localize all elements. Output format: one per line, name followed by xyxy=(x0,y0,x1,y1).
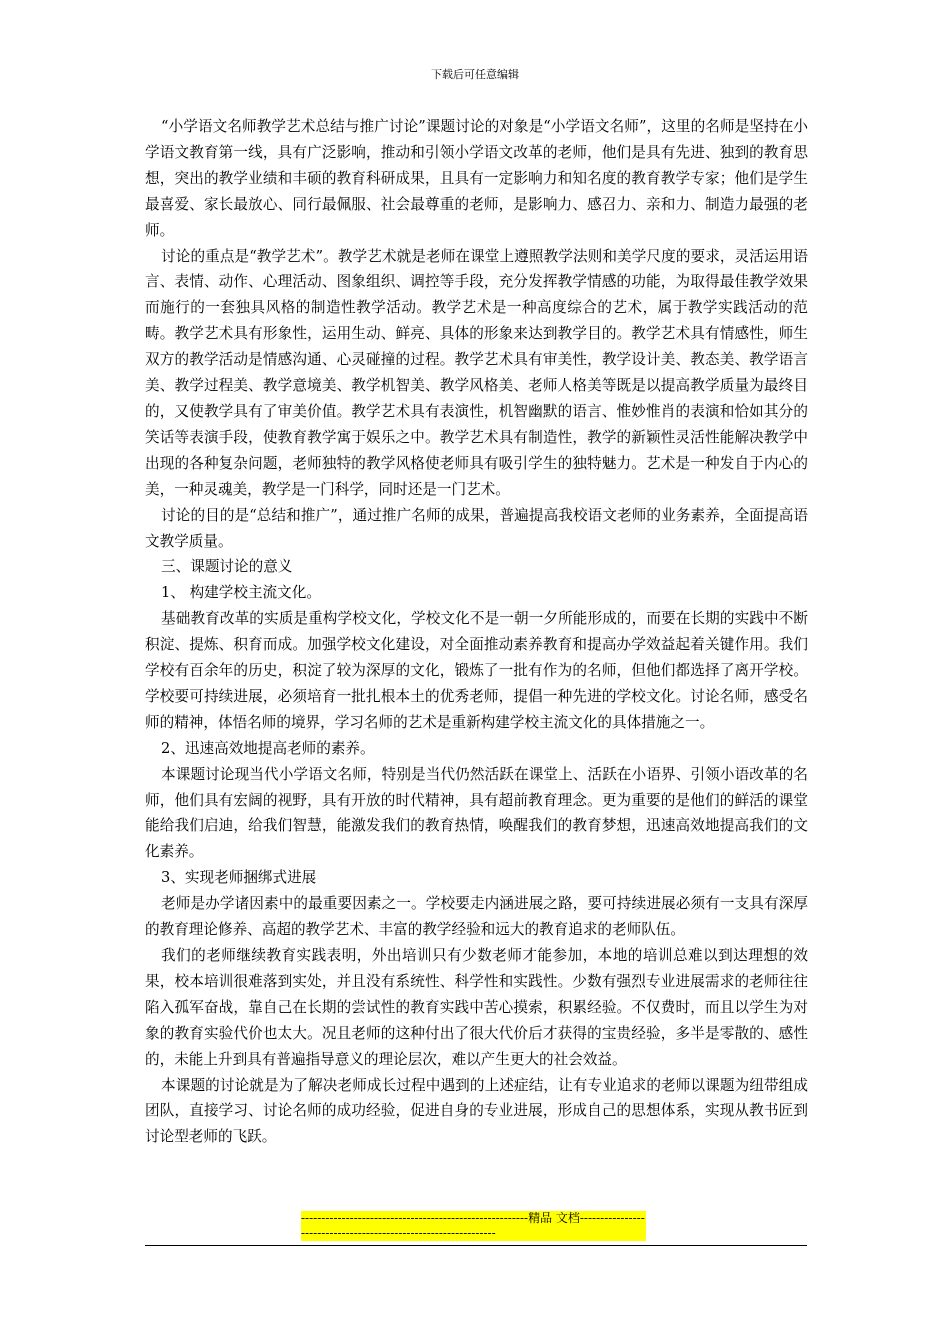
footer-watermark: --------------------------------------------------------精品 文档---------------------------------------------------------------- xyxy=(301,1211,645,1240)
subheading-3: 3、实现老师捆绑式进展 xyxy=(161,869,317,887)
page-header: 下载后可任意编辑 xyxy=(431,68,519,81)
subheading-1: 1、 构建学校主流文化。 xyxy=(161,584,321,602)
paragraph-teachers: 老师是办学诸因素中的最重要因素之一。学校要走内涵进展之路，要可持续进展必须有一支具有深厚的教育理论修养、高超的教学艺术、丰富的教学经验和远大的教育追求的老师队伍。 xyxy=(145,895,808,939)
document-body xyxy=(145,114,808,1150)
paragraph-intro: “小学语文名师教学艺术总结与推广讨论”课题讨论的对象是“小学语文名师”，这里的名师是坚持在小学语文教育第一线，具有广泛影响，推动和引领小学语文改革的老师，他们是具有先进、独到的教育思想，突出的教学业绩和丰硕的教育科研成果，且具有一定影响力和知名度的教育教学专家；他们是学生最喜爱、家长最放心、同行最佩服、社会最尊重的老师，是影响力、感召力、亲和力、制造力最强的老师。 xyxy=(145,118,808,239)
paragraph-purpose: 讨论的目的是“总结和推广”，通过推广名师的成果，普遍提高我校语文老师的业务素养，全面提高语文教学质量。 xyxy=(145,506,808,550)
paragraph-quality: 本课题讨论现当代小学语文名师，特别是当代仍然活跃在课堂上、活跃在小语界、引领小语改革的名师，他们具有宏阔的视野，具有开放的时代精神，具有超前教育理念。更为重要的是他们的鲜活的课堂能给我们启迪，给我们智慧，能激发我们的教育热情，唤醒我们的教育梦想，迅速高效地提高我们的文化素养。 xyxy=(145,765,808,861)
paragraph-focus: 讨论的重点是“教学艺术”。教学艺术就是老师在课堂上遵照教学法则和美学尺度的要求，灵活运用语言、表情、动作、心理活动、图象组织、调控等手段，充分发挥教学情感的功能，为取得最佳教学效果而施行的一套独具风格的制造性教学活动。教学艺术是一种高度综合的艺术，属于教学实践活动的范畴。教学艺术具有形象性，运用生动、鲜亮、具体的形象来达到教学目的。教学艺术具有情感性，师生双方的教学活动是情感沟通、心灵碰撞的过程。教学艺术具有审美性，教学设计美、教态美、教学语言美、教学过程美、教学意境美、教学机智美、教学风格美、老师人格美等既是以提高教学质量为最终目的，又使教学具有了审美价值。教学艺术具有表演性，机智幽默的语言、惟妙惟肖的表演和恰如其分的笑话等表演手段，使教育教学寓于娱乐之中。教学艺术具有制造性，教学的新颖性灵活性能解决教学中出现的各种复杂问题，老师独特的教学风格使老师具有吸引学生的独特魅力。艺术是一种发自于内心的美，一种灵魂美，教学是一门科学，同时还是一门艺术。 xyxy=(145,247,808,498)
subheading-2: 2、迅速高效地提高老师的素养。 xyxy=(161,739,375,757)
footer-divider xyxy=(145,1245,807,1246)
paragraph-conclusion: 本课题的讨论就是为了解决老师成长过程中遇到的上述症结，让有专业追求的老师以课题为纽带组成团队，直接学习、讨论名师的成功经验，促进自身的专业进展，形成自己的思想体系，实现从教书匠到讨论型老师的飞跃。 xyxy=(145,1076,808,1146)
paragraph-culture: 基础教育改革的实质是重构学校文化，学校文化不是一朝一夕所能形成的，而要在长期的实践中不断积淀、提炼、积育而成。加强学校文化建设，对全面推动素养教育和提高办学效益起着关键作用。我们学校有百余年的历史，积淀了较为深厚的文化，锻炼了一批有作为的名师，但他们都选择了离开学校。学校要可持续进展，必须培育一批扎根本土的优秀老师，提倡一种先进的学校文化。讨论名师，感受名师的精神，体悟名师的境界，学习名师的艺术是重新构建学校主流文化的具体措施之一。 xyxy=(145,610,808,731)
section-heading: 三、课题讨论的意义 xyxy=(161,558,293,576)
paragraph-training: 我们的老师继续教育实践表明，外出培训只有少数老师才能参加，本地的培训总难以到达理想的效果，校本培训很难落到实处，并且没有系统性、科学性和实践性。少数有强烈专业进展需求的老师往往陷入孤军奋战，靠自己在长期的尝试性的教育实践中苦心摸索，积累经验。不仅费时，而且以学生为对象的教育实验代价也太大。况且老师的这种付出了很大代价后才获得的宝贵经验，多半是零散的、感性的，未能上升到具有普遍指导意义的理论层次，难以产生更大的社会效益。 xyxy=(145,947,808,1068)
